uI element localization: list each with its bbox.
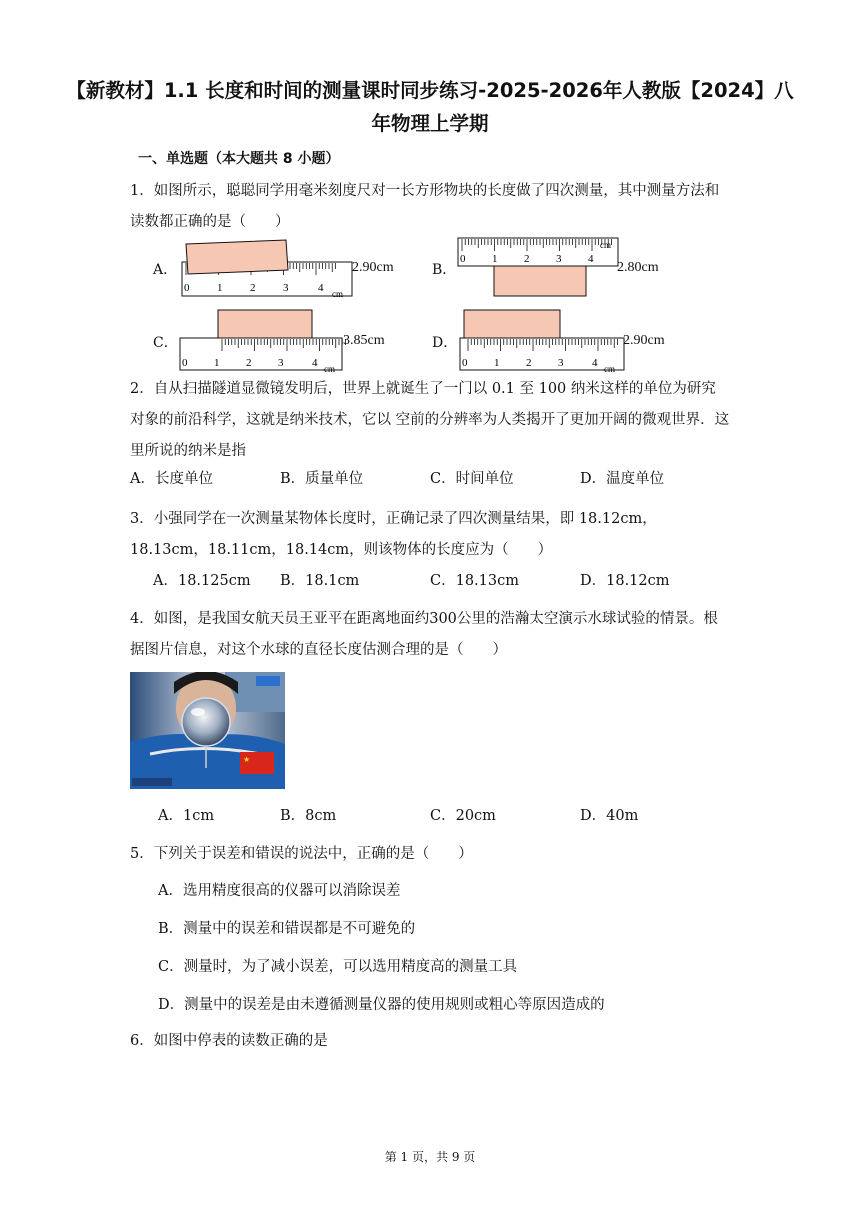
ruler-number: 1 [214, 357, 220, 369]
ruler-figure-d [458, 308, 628, 374]
q4-option-d: D．40m [580, 808, 639, 824]
block [464, 310, 560, 338]
svg-text:★: ★ [243, 755, 251, 764]
q3-option-c: C．18.13cm [430, 573, 519, 589]
ruler-number: 4 [588, 253, 594, 265]
ruler-number: 2 [526, 357, 532, 369]
q1-reading-b: 2.80cm [617, 260, 659, 275]
ruler-number: 0 [184, 282, 190, 294]
ruler-figure-c [178, 308, 348, 374]
ruler-number: 4 [318, 282, 324, 294]
q4-option-c: C．20cm [430, 808, 496, 824]
ruler-unit: cm [332, 289, 343, 299]
ruler-figure-b [456, 236, 622, 300]
q2-option-c: C．时间单位 [430, 471, 514, 487]
page-title: 【新教材】1.1 长度和时间的测量课时同步练习-2025-2026年人教版【2024】八年物理上学期 [66, 79, 794, 135]
question-2-stem: 2．自从扫描隧道显微镜发明后，世界上就诞生了一门以 0.1 至 100 纳米这样的单位为研究对象的前沿科学，这就是纳米技术，它以 空前的分辨率为人类揭开了更加开阔的微观世界．这里所说的纳米是指 [130, 381, 730, 459]
ruler-unit: cm [600, 240, 611, 250]
block [186, 240, 288, 274]
question-1-stem: 1．如图所示，聪聪同学用毫米刻度尺对一长方形物块的长度做了四次测量，其中测量方法和读数都正确的是（ ） [130, 183, 720, 230]
q4-option-a: A．1cm [158, 808, 215, 824]
astronaut-water-ball-photo [130, 672, 285, 789]
page-footer: 第 1 页，共 9 页 [384, 1150, 476, 1164]
q1-reading-c: 3.85cm [343, 333, 385, 348]
q1-option-d-label: D． [432, 335, 458, 351]
question-4-stem: 4．如图，是我国女航天员王亚平在距离地面约300公里的浩瀚太空演示水球试验的情景。根据图片信息，对这个水球的直径长度估测合理的是（ ） [130, 611, 718, 658]
ruler-number: 1 [217, 282, 223, 294]
question-6-stem: 6．如图中停表的读数正确的是 [130, 1033, 328, 1049]
ruler-number: 3 [558, 357, 564, 369]
q3-option-a: A．18.125cm [153, 573, 251, 589]
block [218, 310, 312, 338]
ruler-number: 0 [182, 357, 188, 369]
ruler-number: 0 [462, 357, 468, 369]
ruler-unit: cm [324, 364, 335, 374]
q1-reading-d: 2.90cm [623, 333, 665, 348]
q5-option-d: D．测量中的误差是由未遵循测量仪器的使用规则或粗心等原因造成的 [158, 997, 605, 1013]
q2-option-d: D．温度单位 [580, 471, 665, 487]
ruler-number: 4 [312, 357, 318, 369]
q1-option-b-label: B． [432, 262, 457, 278]
q5-option-b: B．测量中的误差和错误都是不可避免的 [158, 921, 416, 937]
q1-option-c-label: C． [153, 335, 178, 351]
q1-option-a-label: A． [153, 262, 178, 278]
section-heading: 一、单选题（本大题共 8 小题） [138, 151, 340, 167]
q5-option-c: C．测量时，为了减小误差，可以选用精度高的测量工具 [158, 959, 518, 975]
ruler-number: 2 [246, 357, 252, 369]
ruler-number: 3 [278, 357, 284, 369]
ruler-number: 2 [524, 253, 530, 265]
ruler-unit: cm [604, 364, 615, 374]
q3-option-d: D．18.12cm [580, 573, 670, 589]
q4-option-b: B．8cm [280, 808, 337, 824]
q1-reading-a: 2.90cm [352, 260, 394, 275]
q2-option-b: B．质量单位 [280, 471, 364, 487]
ruler-number: 0 [460, 253, 466, 265]
ruler-number: 1 [494, 357, 500, 369]
q5-option-a: A．选用精度很高的仪器可以消除误差 [158, 883, 401, 899]
q2-option-a: A．长度单位 [130, 471, 213, 487]
ruler-number: 1 [492, 253, 498, 265]
question-5-stem: 5．下列关于误差和错误的说法中，正确的是（ ） [130, 846, 473, 862]
q3-option-b: B．18.1cm [280, 573, 360, 589]
block [494, 266, 586, 296]
ruler-figure-a [180, 238, 356, 300]
ruler-number: 3 [556, 253, 562, 265]
question-3-stem: 3．小强同学在一次测量某物体长度时，正确记录了四次测量结果，即 18.12cm，18.13cm，18.11cm，18.14cm，则该物体的长度应为（ ） [130, 511, 657, 558]
ruler-number: 3 [283, 282, 289, 294]
ruler-number: 2 [250, 282, 256, 294]
ruler-number: 4 [592, 357, 598, 369]
